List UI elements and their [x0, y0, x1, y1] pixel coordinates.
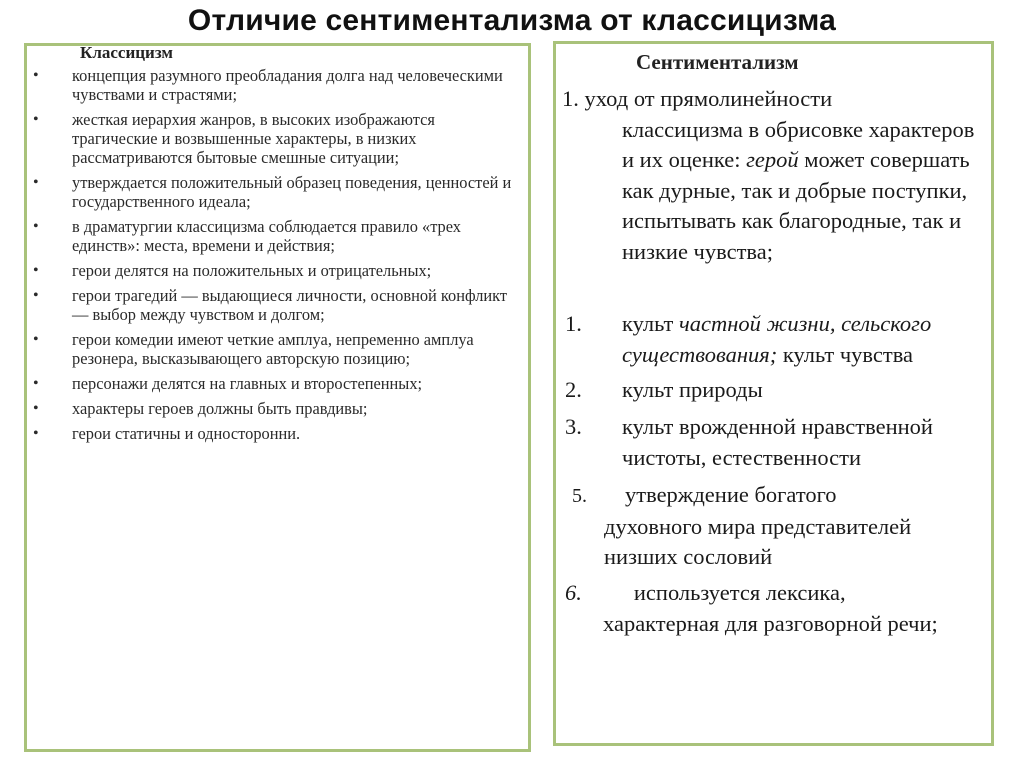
bullet-icon: • — [33, 375, 39, 392]
list-item — [33, 173, 523, 211]
item-continuation: характерная для разговорной речи; — [603, 610, 938, 636]
sentimentalism-item-2 — [565, 309, 985, 370]
item-number: 1. — [565, 311, 582, 336]
sentimentalism-item-6 — [565, 578, 985, 639]
list-item-text: характеры героев должны быть правдивы; — [72, 399, 368, 418]
item-number: 1. — [562, 86, 579, 111]
item-number: 3. — [565, 414, 582, 439]
list-item — [33, 374, 523, 393]
sentimentalism-heading: Сентиментализм — [636, 50, 799, 74]
list-item — [33, 110, 523, 167]
item-first-line: утверждение богатого — [625, 482, 837, 507]
list-item-text: концепция разумного преобладания долга над человеческими чувствами и страстями; — [72, 66, 503, 104]
item-text: культ врожденной нравственной чистоты, естественности — [622, 414, 933, 470]
item-first-line: уход от прямолинейности — [584, 86, 833, 111]
bullet-icon: • — [33, 111, 39, 128]
classicism-heading: Классицизм — [80, 43, 174, 62]
list-item — [33, 261, 523, 280]
classicism-list — [33, 66, 523, 449]
list-item — [33, 286, 523, 324]
italic-hero: герой — [746, 147, 799, 172]
item-continuation: духовного мира представителей низших сословий — [604, 513, 912, 569]
list-item-text: жесткая иерархия жанров, в высоких изображаются трагические и возвышенные характеры, в низких рассматриваются бытовые смешные ситуации; — [72, 110, 435, 167]
item-number: 6. — [565, 580, 582, 605]
sentimentalism-item-1 — [562, 84, 982, 267]
list-item — [33, 424, 523, 443]
bullet-icon: • — [33, 331, 39, 348]
item-continuation: классицизма в обрисовке характеров и их оценке: герой может совершать как дурные, так и добрые поступки, испытывать как благородные, так и низкие чувства; — [622, 116, 975, 264]
bullet-icon: • — [33, 218, 39, 235]
list-item-text: утверждается положительный образец поведения, ценностей и государственного идеала; — [72, 173, 512, 211]
list-item — [33, 330, 523, 368]
bullet-icon: • — [33, 287, 39, 304]
list-item — [33, 66, 523, 104]
list-item-text: персонажи делятся на главных и второстепенных; — [72, 374, 423, 393]
sentimentalism-item-5 — [572, 480, 984, 573]
list-item-text: герои статичны и односторонни. — [72, 424, 301, 443]
list-item-text: герои трагедий — выдающиеся личности, основной конфликт — выбор между чувством и долгом; — [72, 286, 508, 324]
bullet-icon: • — [33, 262, 39, 279]
list-item-text: в драматургии классицизма соблюдается правило «трех единств»: места, времени и действия; — [72, 217, 462, 255]
item-text: культ частной жизни, сельского существования; культ чувства — [622, 311, 932, 367]
item-text: культ природы — [622, 377, 763, 402]
bullet-icon: • — [33, 400, 39, 417]
item-first-line: используется лексика, — [633, 580, 846, 605]
list-item-text: герои делятся на положительных и отрицательных; — [72, 261, 432, 280]
sentimentalism-item-4 — [565, 412, 985, 473]
list-item — [33, 399, 523, 418]
bullet-icon: • — [33, 67, 39, 84]
sentimentalism-item-3 — [565, 375, 985, 406]
bullet-icon: • — [33, 174, 39, 191]
list-item-text: герои комедии имеют четкие амплуа, непременно амплуа резонера, высказывающего авторскую позицию; — [72, 330, 474, 368]
list-item — [33, 217, 523, 255]
item-number: 2. — [565, 377, 582, 402]
item-number: 5. — [572, 485, 587, 507]
bullet-icon: • — [33, 425, 39, 442]
slide-title: Отличие сентиментализма от классицизма — [187, 4, 837, 37]
